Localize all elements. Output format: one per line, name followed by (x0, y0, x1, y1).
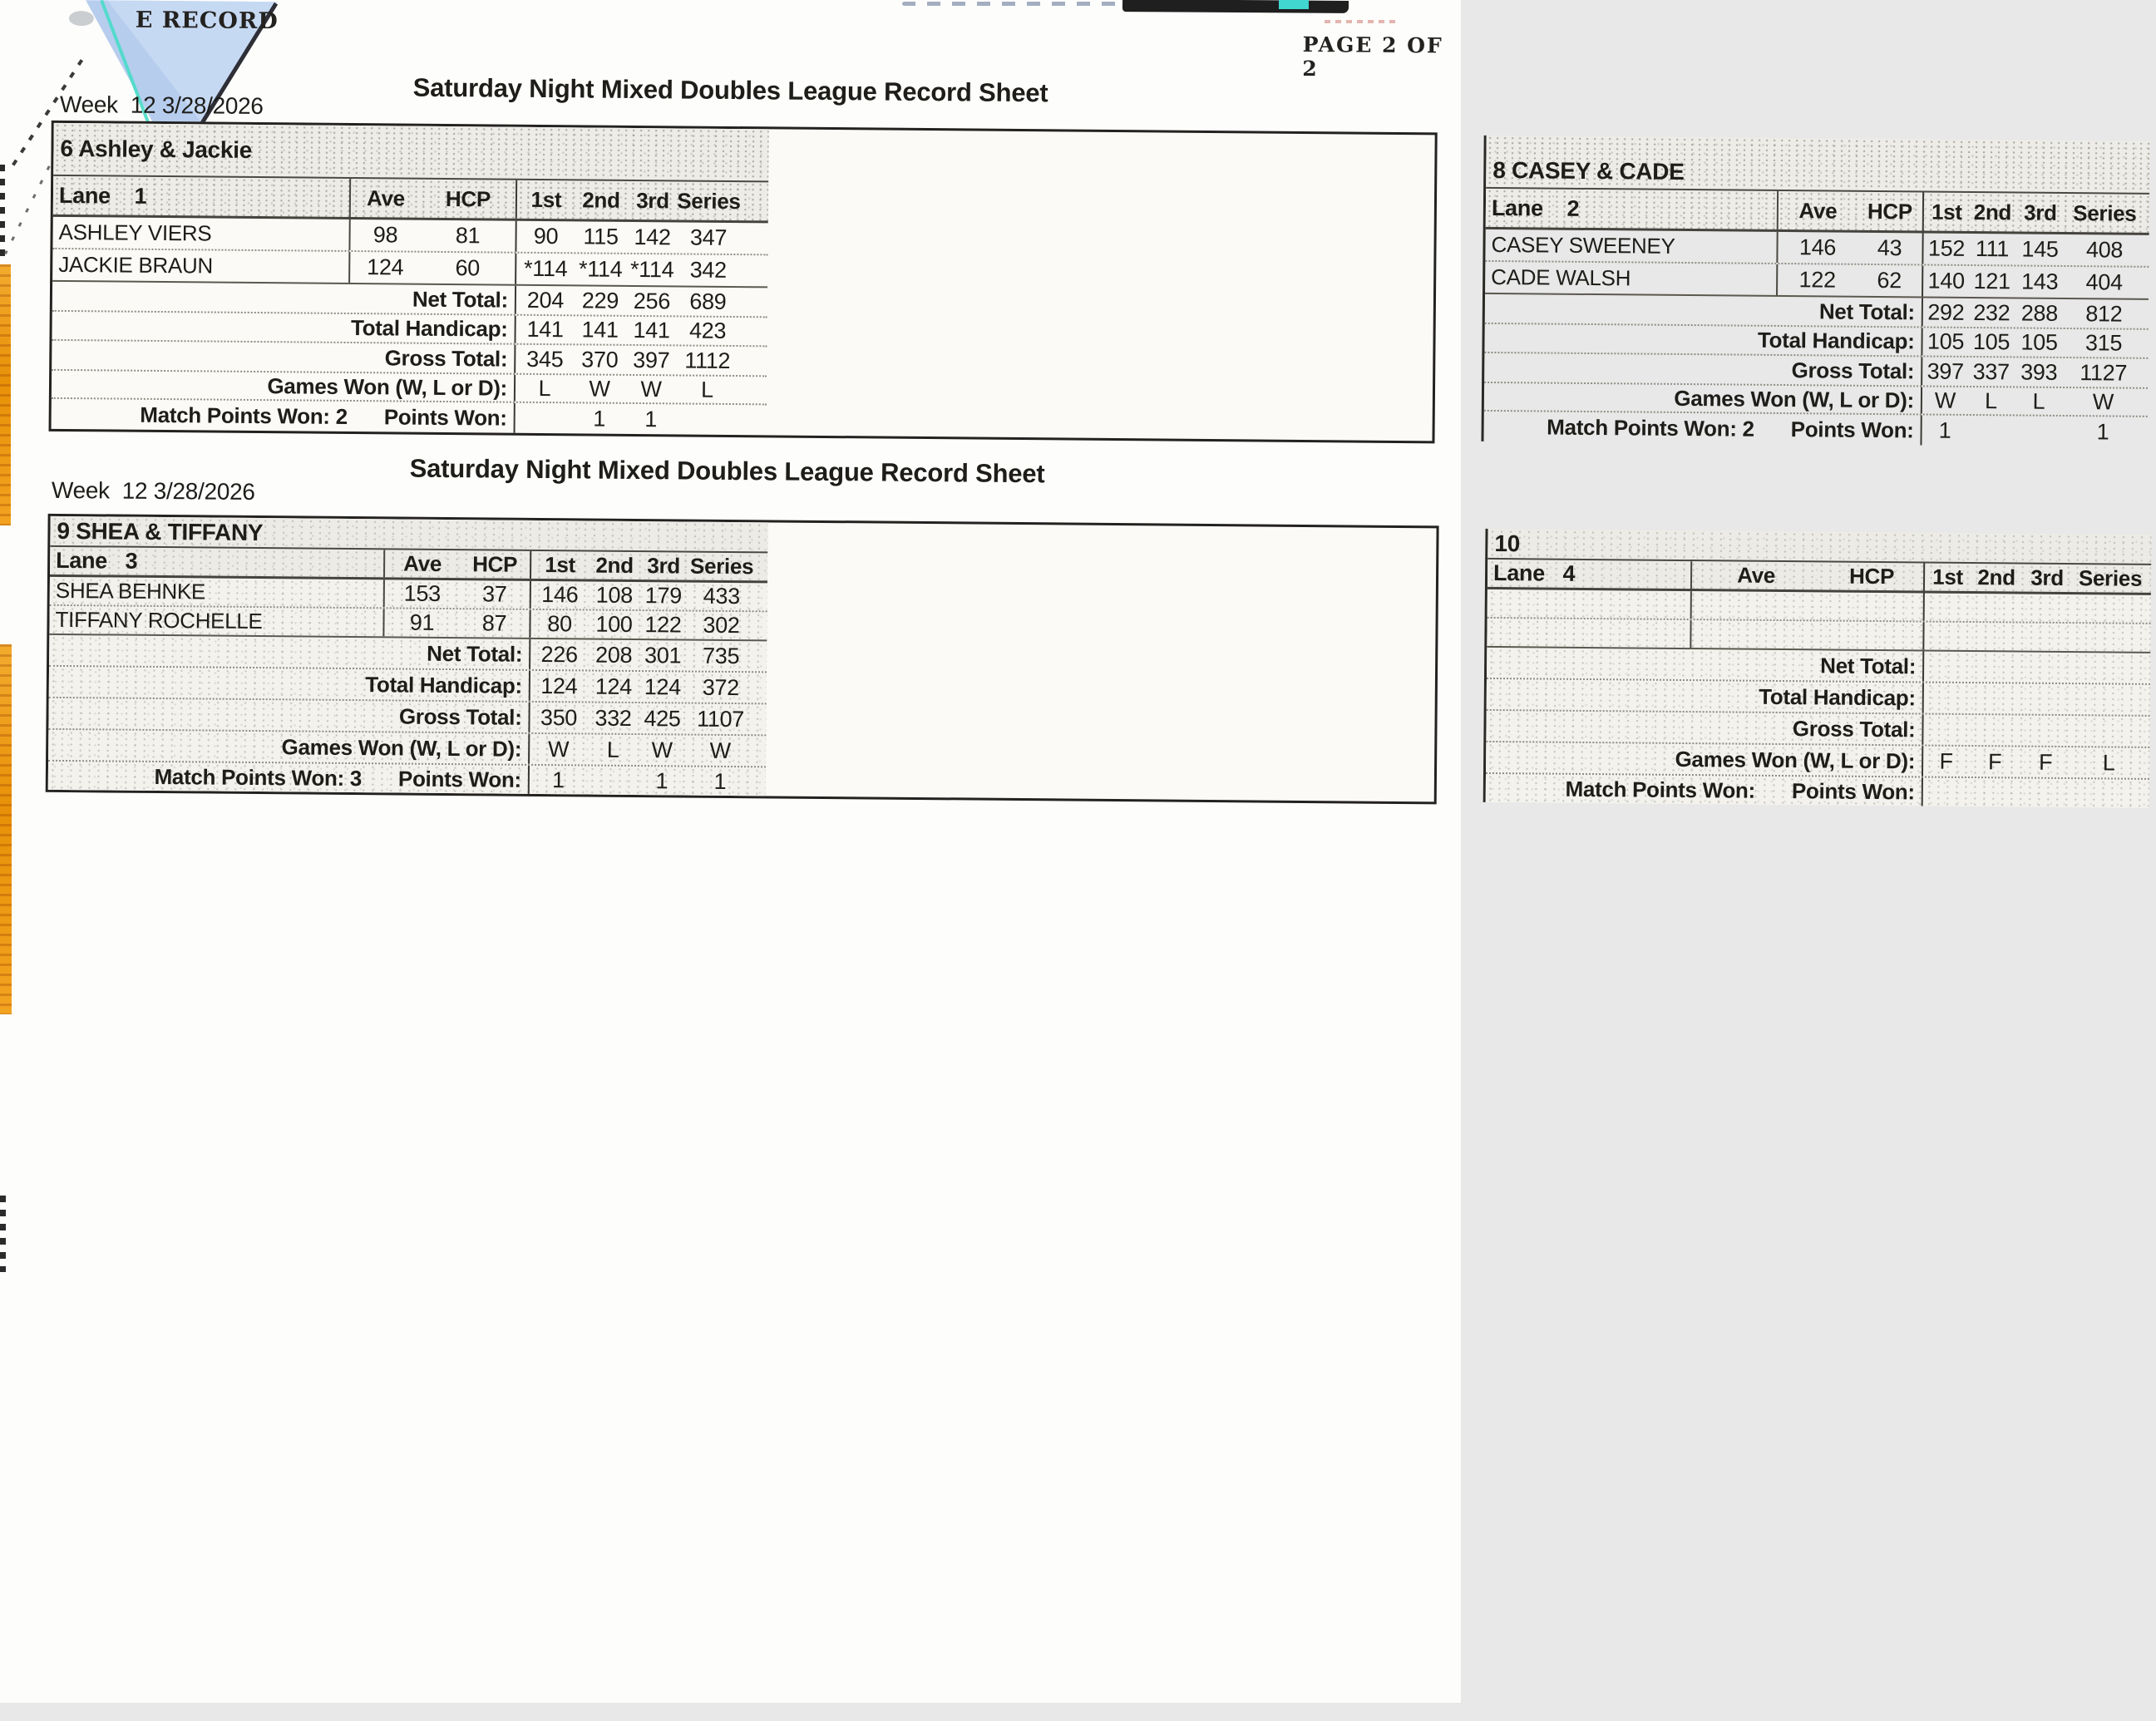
col-header-2nd: 2nd (582, 186, 620, 213)
points-won-series (677, 404, 738, 435)
points-won-g3: 1 (655, 767, 669, 793)
series-score: 302 (703, 612, 740, 639)
games-won-label: Games Won (W, L or D): (48, 730, 530, 764)
column-header-row (53, 175, 768, 221)
col-header-series: Series (677, 187, 741, 214)
points-won-g1: 1 (551, 767, 565, 792)
net-total-label: Net Total: (52, 282, 516, 314)
points-won-g1 (1923, 778, 1969, 806)
net-total-g3: 301 (644, 642, 682, 668)
game3-score: 143 (2020, 269, 2059, 294)
gross-g1: 345 (526, 346, 564, 372)
lane-label: Lane 1 (53, 176, 351, 217)
team-name: 8 CASEY & CADE (1492, 156, 1685, 185)
series-score: 347 (689, 224, 728, 250)
game3-score: 122 (644, 612, 682, 638)
col-header-series: Series (2073, 200, 2137, 226)
player-name (1487, 589, 1692, 619)
lane-label: Lane 4 (1487, 560, 1692, 589)
game2-score: 115 (583, 224, 619, 249)
match-points-labels (52, 399, 516, 433)
total-handicap-label: Total Handicap: (52, 312, 516, 343)
sheet1-week-label: Week 12 3/28/2026 (59, 91, 264, 120)
handicap-g3: 124 (644, 673, 682, 699)
hcp-value: 87 (459, 609, 530, 638)
match-points-row (1483, 410, 2147, 447)
match-points-labels (1483, 412, 1922, 446)
net-total-g1: 204 (526, 287, 565, 313)
points-won-g1 (516, 403, 574, 434)
record-table-2 (46, 514, 2143, 805)
net-total-g1: 292 (1927, 299, 1965, 325)
game1-score: 90 (533, 223, 559, 249)
gross-total-label: Gross Total: (1486, 711, 1923, 745)
col-header-1st: 1st (1931, 199, 1962, 224)
team-panel-6 (52, 123, 769, 435)
player-name: CASEY SWEENEY (1485, 229, 1778, 263)
col-header-3rd: 3rd (647, 553, 681, 579)
games-won-g3: L (2032, 388, 2045, 414)
total-handicap-label: Total Handicap: (1487, 679, 1924, 713)
gross-series: 1127 (2080, 359, 2128, 386)
net-total-g1 (1924, 652, 1970, 682)
gross-g3: 393 (2020, 359, 2058, 385)
game3-score: 145 (2021, 236, 2059, 262)
lane-label: Lane 2 (1486, 189, 1779, 229)
team-name: 10 (1494, 530, 1521, 556)
col-header-series: Series (2078, 565, 2143, 591)
gross-total-label: Gross Total: (1484, 353, 1922, 386)
game3-score: 179 (644, 583, 683, 609)
series-score (2071, 624, 2148, 652)
net-total-g2 (1970, 652, 2021, 683)
col-header-hcp: HCP (1820, 562, 1925, 590)
game2-score: 108 (595, 582, 634, 608)
game2-score: *114 (578, 256, 623, 282)
lane-label: Lane 3 (50, 547, 385, 578)
col-header-1st: 1st (1932, 564, 1964, 589)
net-total-label: Net Total: (49, 635, 530, 669)
match-points-row (52, 397, 767, 436)
gross-series: 1107 (696, 706, 745, 732)
games-won-g3: W (651, 737, 673, 762)
points-won-g2 (1969, 778, 2020, 807)
gross-series (2070, 716, 2147, 747)
record-table-1 (49, 121, 2137, 444)
net-total-g3 (2021, 653, 2071, 683)
games-won-g2: L (606, 737, 619, 762)
games-won-label: Games Won (W, L or D): (1486, 742, 1923, 777)
scan-top-smudge (902, 2, 1128, 6)
handicap-series: 372 (702, 674, 740, 700)
net-total-g3: 288 (2020, 300, 2059, 326)
games-won-series: W (2092, 388, 2114, 414)
net-total-series: 812 (2085, 300, 2123, 327)
points-won-label: Points Won: (1791, 777, 1915, 804)
match-points-won-label: Match Points Won: 3 (154, 763, 363, 791)
series-score: 342 (689, 257, 727, 283)
games-won-series: W (709, 737, 731, 763)
handicap-g1: 141 (526, 316, 564, 343)
games-won-g3: W (640, 376, 662, 402)
hcp-value: 81 (420, 220, 516, 252)
corner-stamp-text: E RECORD (135, 7, 279, 35)
games-won-g2: F (1987, 748, 2002, 774)
ave-value: 122 (1798, 267, 1836, 293)
game2-score: 100 (595, 611, 633, 637)
handicap-g3: 141 (633, 317, 670, 343)
total-handicap-label: Total Handicap: (1484, 324, 1922, 356)
games-won-series: L (2102, 749, 2115, 776)
gross-g3: 397 (633, 347, 670, 372)
net-total-g2: 232 (1973, 299, 2010, 325)
team-name: 6 Ashley & Jackie (60, 135, 253, 163)
team-panel-10 (1483, 529, 2152, 808)
hcp-value (1820, 592, 1925, 620)
col-header-3rd: 3rd (2023, 200, 2057, 225)
handicap-g2: 124 (595, 673, 633, 699)
game3-score (2022, 594, 2072, 623)
col-header-ave: Ave (366, 185, 406, 211)
column-header-row (1486, 187, 2149, 233)
game1-score (1924, 623, 1970, 650)
series-score (2072, 594, 2149, 623)
game1-score: 80 (547, 611, 572, 637)
points-won-label: Points Won: (1790, 416, 1914, 442)
gross-g2: 370 (581, 346, 619, 372)
points-won-g1: 1 (1938, 417, 1951, 443)
player-row (1485, 227, 2149, 266)
team-header-row (1486, 136, 2150, 193)
game3-score: *114 (629, 256, 674, 283)
net-total-g2: 229 (581, 287, 619, 313)
hcp-value: 62 (1857, 265, 1923, 297)
series-score: 404 (2085, 269, 2123, 295)
match-points-row (48, 760, 766, 796)
handicap-series: 423 (688, 318, 727, 343)
team-panel-9 (48, 516, 768, 796)
net-total-g1: 226 (540, 641, 578, 667)
net-total-label: Net Total: (1487, 648, 1924, 682)
net-total-series (2071, 653, 2148, 683)
team-name: 9 SHEA & TIFFANY (57, 517, 264, 545)
game3-score (2021, 624, 2071, 652)
points-won-g3 (2020, 779, 2070, 808)
col-header-ave: Ave (1798, 197, 1838, 224)
game1-score: 146 (541, 582, 579, 608)
games-won-g1: W (1934, 387, 1956, 413)
net-total-label: Net Total: (1485, 294, 1923, 327)
page-number-label: PAGE 2 OF 2 (1302, 32, 1443, 81)
net-total-series: 735 (702, 643, 740, 668)
gross-g1: 350 (540, 704, 578, 730)
hcp-value: 43 (1857, 233, 1923, 264)
points-won-g2 (1967, 416, 2013, 446)
gross-g2: 332 (595, 705, 632, 731)
player-name (1487, 619, 1691, 648)
games-won-g2: L (1984, 387, 1997, 413)
points-won-g3 (2013, 416, 2063, 446)
net-total-series: 689 (689, 288, 727, 314)
points-won-g2: 1 (593, 406, 606, 431)
game1-score: 140 (1927, 268, 1965, 293)
col-header-1st: 1st (545, 552, 576, 578)
points-won-series: 1 (713, 768, 727, 794)
match-points-row (1486, 772, 2149, 808)
col-header-3rd: 3rd (2030, 565, 2064, 590)
col-header-2nd: 2nd (1973, 199, 2012, 224)
ave-value: 124 (367, 254, 404, 280)
points-won-g2 (587, 766, 639, 795)
match-points-labels (1486, 774, 1923, 806)
gross-g2: 337 (1972, 358, 2010, 384)
col-header-2nd: 2nd (595, 552, 634, 578)
col-header-1st: 1st (530, 186, 562, 212)
games-won-g1: W (547, 736, 570, 762)
gross-g1 (1923, 715, 1969, 745)
handicap-g2 (1970, 683, 2021, 714)
total-handicap-label: Total Handicap: (49, 667, 530, 701)
ave-value: 146 (1798, 234, 1837, 260)
player-name: CADE WALSH (1485, 262, 1778, 295)
game2-score (1970, 623, 2021, 651)
match-points-won-label: Match Points Won: (1565, 776, 1756, 803)
col-header-ave: Ave (1737, 562, 1776, 588)
games-won-label: Games Won (W, L or D): (1484, 383, 1922, 414)
series-score: 408 (2085, 237, 2124, 263)
scan-top-smudge-cyan (1279, 0, 1309, 9)
sheet2-title: Saturday Night Mixed Doubles League Record Sheet (409, 453, 1045, 489)
col-header-series: Series (689, 553, 754, 579)
sheet2-week-label: Week 12 3/28/2026 (51, 476, 255, 505)
hcp-value: 60 (420, 253, 516, 284)
gross-g3 (2020, 716, 2070, 747)
player-name: JACKIE BRAUN (52, 249, 350, 283)
game3-score: 142 (634, 224, 671, 250)
col-header-hcp: HCP (421, 180, 517, 219)
col-header-ave: Ave (403, 550, 442, 576)
ave-value: 153 (403, 580, 442, 606)
series-score: 433 (703, 583, 741, 609)
games-won-g3: F (2038, 749, 2053, 775)
points-won-label: Points Won: (397, 766, 522, 792)
col-header-hcp: HCP (460, 550, 531, 579)
game2-score (1971, 594, 2022, 622)
hcp-value (1819, 621, 1924, 649)
game2-score: 111 (1975, 236, 2010, 262)
match-points-won-label: Match Points Won: 2 (1547, 414, 1754, 441)
handicap-g3: 105 (2020, 329, 2058, 355)
handicap-series (2071, 684, 2148, 715)
net-total-g2: 208 (595, 642, 633, 668)
gross-g3: 425 (644, 705, 681, 731)
handicap-g1: 105 (1927, 328, 1965, 354)
games-won-series: L (701, 377, 713, 402)
handicap-g3 (2021, 684, 2071, 715)
player-name: SHEA BEHNKE (50, 577, 385, 608)
net-total-g3: 256 (633, 288, 671, 313)
handicap-g1: 124 (540, 673, 578, 698)
gross-total-label: Gross Total: (52, 341, 516, 373)
points-won-series: 1 (2096, 418, 2109, 444)
handicap-g2: 141 (581, 317, 619, 343)
gross-total-label: Gross Total: (48, 698, 530, 732)
gross-g1: 397 (1927, 358, 1964, 384)
game2-score: 121 (1973, 269, 2010, 294)
player-name: ASHLEY VIERS (52, 217, 350, 250)
hcp-value: 37 (460, 580, 531, 609)
match-points-labels (48, 762, 530, 794)
games-won-g1: L (538, 375, 551, 401)
team-panel-8 (1481, 136, 2149, 447)
points-won-g3: 1 (644, 406, 658, 431)
game1-score: *114 (523, 255, 568, 282)
col-header-hcp: HCP (1858, 192, 1924, 231)
gross-g2 (1969, 715, 2020, 746)
team-header-row (53, 123, 769, 181)
ave-value (1692, 591, 1820, 619)
game1-score: 152 (1927, 235, 1966, 261)
col-header-2nd: 2nd (1977, 565, 2015, 590)
games-won-g2: W (589, 375, 610, 402)
games-won-g1: F (1939, 748, 1953, 774)
col-header-3rd: 3rd (636, 187, 669, 213)
points-won-label: Points Won: (383, 403, 507, 431)
player-name: TIFFANY ROCHELLE (49, 606, 384, 637)
handicap-g1 (1924, 683, 1970, 713)
match-points-won-label: Match Points Won: 2 (140, 402, 348, 429)
points-won-series (2070, 779, 2147, 808)
game1-score (1925, 594, 1971, 621)
handicap-series: 315 (2084, 330, 2123, 356)
ave-value (1691, 620, 1819, 648)
ave-value: 91 (409, 609, 435, 635)
ave-value: 98 (372, 222, 398, 248)
handicap-g2: 105 (1972, 329, 2010, 355)
gross-series: 1112 (684, 347, 731, 373)
games-won-label: Games Won (W, L or D): (52, 371, 516, 402)
sheet1-title: Saturday Night Mixed Doubles League Record Sheet (412, 72, 1048, 108)
